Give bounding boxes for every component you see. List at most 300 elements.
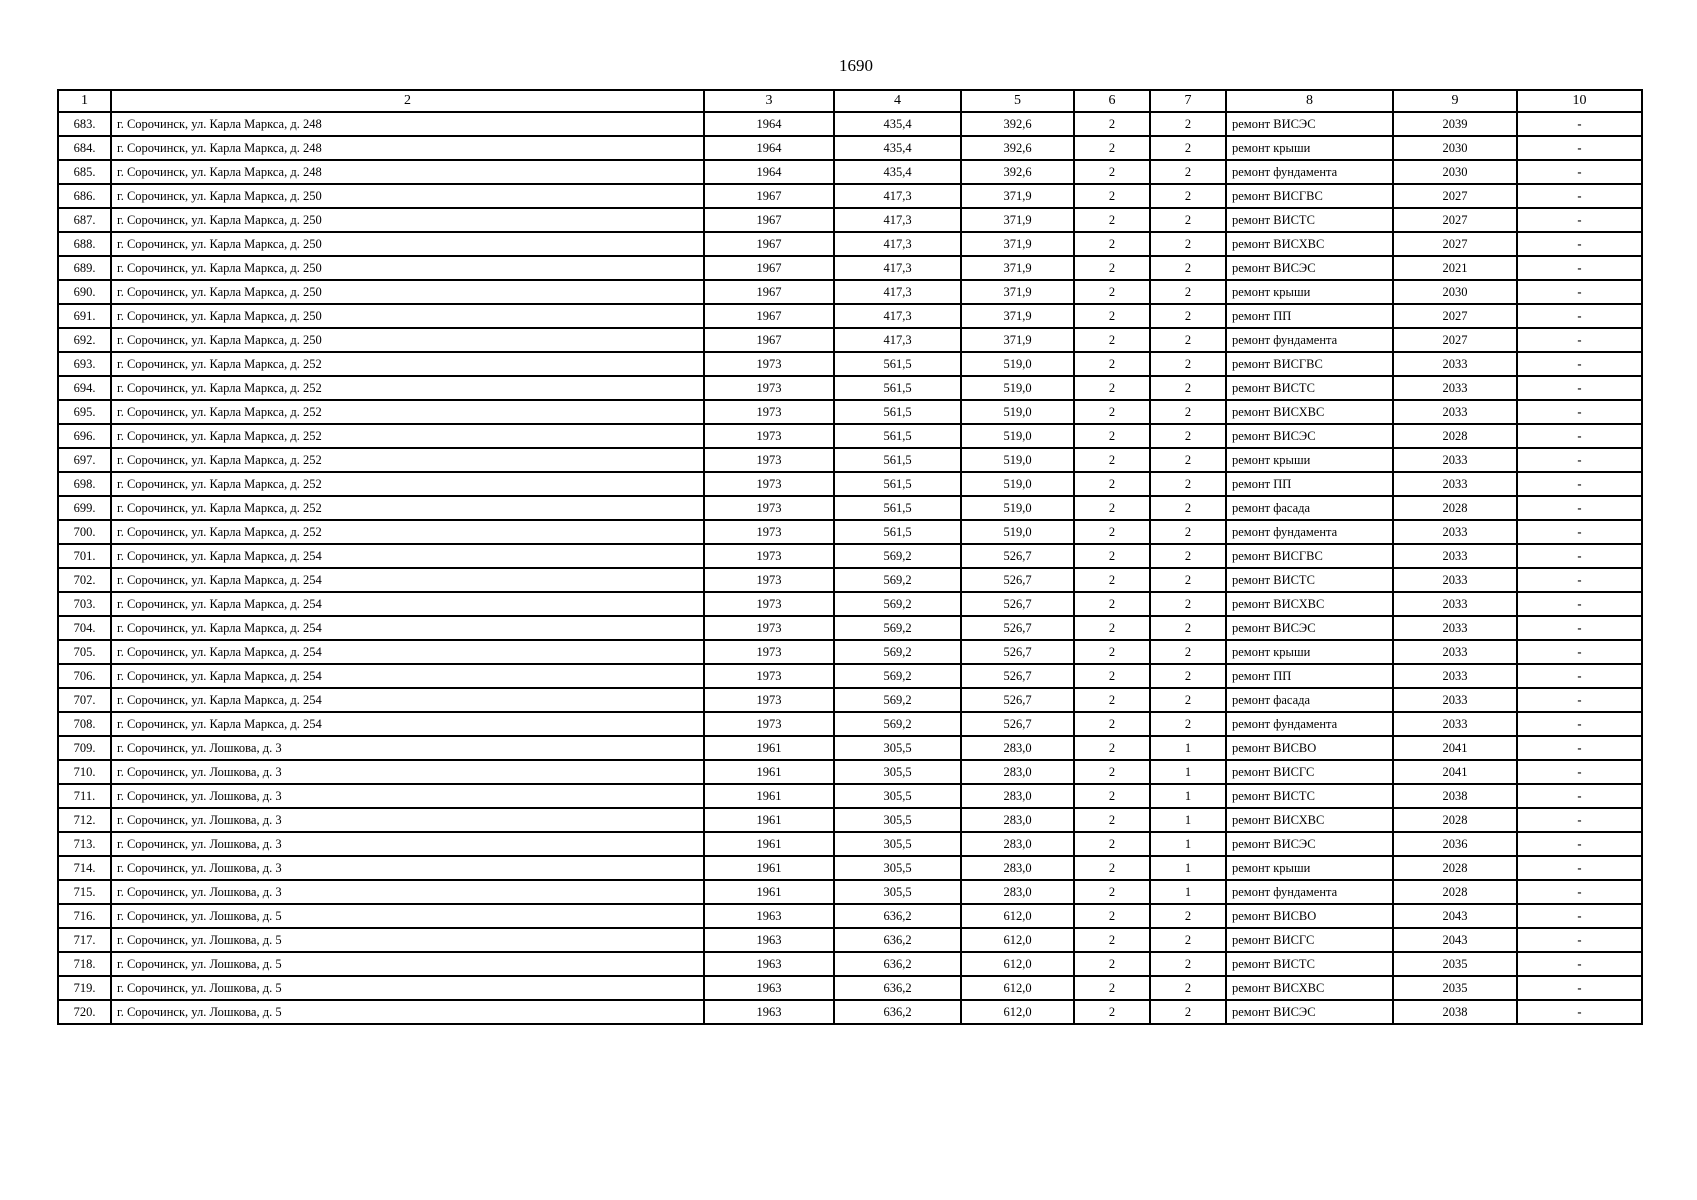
cell-planned-year: 2033	[1393, 400, 1517, 424]
cell-cost: -	[1517, 856, 1642, 880]
table-row	[58, 592, 1642, 616]
cell-work-type: ремонт фундамента	[1226, 328, 1393, 352]
cell-entrances: 1	[1150, 784, 1226, 808]
cell-cost: -	[1517, 880, 1642, 904]
cell-entrances: 2	[1150, 424, 1226, 448]
table-row	[58, 448, 1642, 472]
cell-address: г. Сорочинск, ул. Лошкова, д. 3	[111, 832, 704, 856]
cell-entrances: 2	[1150, 520, 1226, 544]
cell-row-number: 687.	[58, 208, 111, 232]
cell-year-built: 1973	[704, 520, 834, 544]
cell-cost: -	[1517, 976, 1642, 1000]
cell-living-area: 283,0	[961, 880, 1074, 904]
cell-address: г. Сорочинск, ул. Карла Маркса, д. 252	[111, 520, 704, 544]
cell-planned-year: 2030	[1393, 160, 1517, 184]
cell-living-area: 612,0	[961, 928, 1074, 952]
cell-row-number: 684.	[58, 136, 111, 160]
cell-floors: 2	[1074, 280, 1150, 304]
cell-floors: 2	[1074, 736, 1150, 760]
cell-living-area: 526,7	[961, 616, 1074, 640]
cell-cost: -	[1517, 160, 1642, 184]
cell-cost: -	[1517, 736, 1642, 760]
cell-address: г. Сорочинск, ул. Карла Маркса, д. 248	[111, 112, 704, 136]
cell-work-type: ремонт ВИСЭС	[1226, 424, 1393, 448]
table-header-row	[58, 90, 1642, 112]
cell-cost: -	[1517, 952, 1642, 976]
cell-total-area: 636,2	[834, 928, 961, 952]
cell-year-built: 1973	[704, 616, 834, 640]
cell-floors: 2	[1074, 112, 1150, 136]
cell-entrances: 2	[1150, 688, 1226, 712]
cell-total-area: 569,2	[834, 616, 961, 640]
cell-row-number: 719.	[58, 976, 111, 1000]
cell-work-type: ремонт крыши	[1226, 448, 1393, 472]
cell-total-area: 569,2	[834, 664, 961, 688]
cell-planned-year: 2027	[1393, 208, 1517, 232]
cell-year-built: 1967	[704, 280, 834, 304]
cell-planned-year: 2027	[1393, 232, 1517, 256]
cell-row-number: 709.	[58, 736, 111, 760]
table-row	[58, 760, 1642, 784]
cell-total-area: 561,5	[834, 424, 961, 448]
cell-planned-year: 2035	[1393, 952, 1517, 976]
cell-planned-year: 2033	[1393, 568, 1517, 592]
cell-year-built: 1961	[704, 784, 834, 808]
cell-cost: -	[1517, 376, 1642, 400]
cell-row-number: 696.	[58, 424, 111, 448]
cell-planned-year: 2027	[1393, 304, 1517, 328]
cell-total-area: 569,2	[834, 688, 961, 712]
cell-living-area: 392,6	[961, 160, 1074, 184]
cell-floors: 2	[1074, 976, 1150, 1000]
cell-cost: -	[1517, 520, 1642, 544]
cell-floors: 2	[1074, 952, 1150, 976]
cell-planned-year: 2028	[1393, 880, 1517, 904]
cell-planned-year: 2033	[1393, 472, 1517, 496]
cell-year-built: 1967	[704, 232, 834, 256]
cell-living-area: 371,9	[961, 328, 1074, 352]
cell-row-number: 697.	[58, 448, 111, 472]
cell-floors: 2	[1074, 688, 1150, 712]
cell-living-area: 371,9	[961, 184, 1074, 208]
cell-year-built: 1973	[704, 688, 834, 712]
cell-total-area: 569,2	[834, 712, 961, 736]
cell-planned-year: 2027	[1393, 184, 1517, 208]
cell-cost: -	[1517, 496, 1642, 520]
cell-work-type: ремонт крыши	[1226, 640, 1393, 664]
cell-living-area: 612,0	[961, 1000, 1074, 1024]
cell-address: г. Сорочинск, ул. Карла Маркса, д. 250	[111, 184, 704, 208]
cell-address: г. Сорочинск, ул. Карла Маркса, д. 254	[111, 640, 704, 664]
cell-address: г. Сорочинск, ул. Карла Маркса, д. 252	[111, 376, 704, 400]
cell-living-area: 519,0	[961, 352, 1074, 376]
cell-work-type: ремонт ВИСВО	[1226, 736, 1393, 760]
cell-year-built: 1973	[704, 664, 834, 688]
cell-cost: -	[1517, 424, 1642, 448]
cell-cost: -	[1517, 712, 1642, 736]
cell-planned-year: 2038	[1393, 1000, 1517, 1024]
cell-row-number: 703.	[58, 592, 111, 616]
cell-work-type: ремонт ПП	[1226, 304, 1393, 328]
cell-year-built: 1963	[704, 1000, 834, 1024]
cell-total-area: 569,2	[834, 544, 961, 568]
cell-work-type: ремонт ВИСГВС	[1226, 544, 1393, 568]
cell-year-built: 1961	[704, 760, 834, 784]
cell-planned-year: 2033	[1393, 664, 1517, 688]
table-row	[58, 136, 1642, 160]
cell-entrances: 2	[1150, 208, 1226, 232]
column-header-7: 7	[1150, 90, 1226, 112]
cell-floors: 2	[1074, 904, 1150, 928]
cell-floors: 2	[1074, 664, 1150, 688]
table-row	[58, 496, 1642, 520]
cell-total-area: 417,3	[834, 328, 961, 352]
cell-row-number: 686.	[58, 184, 111, 208]
cell-work-type: ремонт крыши	[1226, 136, 1393, 160]
cell-floors: 2	[1074, 544, 1150, 568]
cell-total-area: 305,5	[834, 832, 961, 856]
cell-total-area: 305,5	[834, 856, 961, 880]
cell-living-area: 283,0	[961, 760, 1074, 784]
cell-entrances: 2	[1150, 232, 1226, 256]
cell-planned-year: 2033	[1393, 688, 1517, 712]
cell-living-area: 526,7	[961, 688, 1074, 712]
cell-planned-year: 2041	[1393, 760, 1517, 784]
table-row	[58, 280, 1642, 304]
table-row	[58, 784, 1642, 808]
cell-living-area: 283,0	[961, 784, 1074, 808]
cell-total-area: 561,5	[834, 496, 961, 520]
cell-total-area: 636,2	[834, 976, 961, 1000]
cell-address: г. Сорочинск, ул. Карла Маркса, д. 250	[111, 208, 704, 232]
cell-row-number: 720.	[58, 1000, 111, 1024]
cell-cost: -	[1517, 256, 1642, 280]
cell-living-area: 283,0	[961, 736, 1074, 760]
cell-work-type: ремонт ВИСГС	[1226, 760, 1393, 784]
cell-cost: -	[1517, 568, 1642, 592]
cell-living-area: 371,9	[961, 256, 1074, 280]
cell-planned-year: 2033	[1393, 592, 1517, 616]
cell-cost: -	[1517, 832, 1642, 856]
cell-address: г. Сорочинск, ул. Карла Маркса, д. 254	[111, 688, 704, 712]
table-row	[58, 640, 1642, 664]
cell-year-built: 1973	[704, 376, 834, 400]
cell-address: г. Сорочинск, ул. Карла Маркса, д. 248	[111, 136, 704, 160]
cell-cost: -	[1517, 928, 1642, 952]
cell-floors: 2	[1074, 616, 1150, 640]
cell-entrances: 2	[1150, 256, 1226, 280]
cell-year-built: 1964	[704, 112, 834, 136]
cell-floors: 2	[1074, 424, 1150, 448]
cell-row-number: 717.	[58, 928, 111, 952]
cell-year-built: 1961	[704, 832, 834, 856]
cell-work-type: ремонт крыши	[1226, 280, 1393, 304]
cell-work-type: ремонт ВИСВО	[1226, 904, 1393, 928]
cell-year-built: 1973	[704, 352, 834, 376]
cell-cost: -	[1517, 904, 1642, 928]
cell-work-type: ремонт ВИСТС	[1226, 568, 1393, 592]
cell-year-built: 1967	[704, 304, 834, 328]
cell-year-built: 1973	[704, 712, 834, 736]
cell-living-area: 392,6	[961, 136, 1074, 160]
cell-living-area: 519,0	[961, 376, 1074, 400]
cell-row-number: 701.	[58, 544, 111, 568]
table-row	[58, 328, 1642, 352]
cell-entrances: 2	[1150, 568, 1226, 592]
cell-planned-year: 2039	[1393, 112, 1517, 136]
cell-work-type: ремонт ВИСЭС	[1226, 112, 1393, 136]
cell-living-area: 371,9	[961, 280, 1074, 304]
cell-work-type: ремонт ВИСТС	[1226, 952, 1393, 976]
cell-year-built: 1964	[704, 160, 834, 184]
table-row	[58, 976, 1642, 1000]
cell-address: г. Сорочинск, ул. Лошкова, д. 3	[111, 856, 704, 880]
cell-address: г. Сорочинск, ул. Карла Маркса, д. 254	[111, 616, 704, 640]
column-header-5: 5	[961, 90, 1074, 112]
cell-work-type: ремонт фундамента	[1226, 712, 1393, 736]
cell-cost: -	[1517, 472, 1642, 496]
cell-planned-year: 2033	[1393, 544, 1517, 568]
column-header-4: 4	[834, 90, 961, 112]
table-row	[58, 736, 1642, 760]
column-header-2: 2	[111, 90, 704, 112]
cell-entrances: 1	[1150, 808, 1226, 832]
table-row	[58, 160, 1642, 184]
cell-work-type: ремонт фасада	[1226, 688, 1393, 712]
cell-planned-year: 2035	[1393, 976, 1517, 1000]
table-row	[58, 808, 1642, 832]
cell-address: г. Сорочинск, ул. Лошкова, д. 5	[111, 1000, 704, 1024]
cell-floors: 2	[1074, 232, 1150, 256]
cell-total-area: 435,4	[834, 136, 961, 160]
cell-cost: -	[1517, 328, 1642, 352]
cell-entrances: 2	[1150, 664, 1226, 688]
cell-planned-year: 2028	[1393, 424, 1517, 448]
cell-year-built: 1961	[704, 880, 834, 904]
cell-work-type: ремонт ВИСЭС	[1226, 256, 1393, 280]
cell-address: г. Сорочинск, ул. Карла Маркса, д. 252	[111, 448, 704, 472]
cell-row-number: 711.	[58, 784, 111, 808]
table-row	[58, 880, 1642, 904]
cell-address: г. Сорочинск, ул. Карла Маркса, д. 254	[111, 544, 704, 568]
page-number: 1690	[839, 56, 873, 75]
cell-entrances: 2	[1150, 928, 1226, 952]
table-row	[58, 1000, 1642, 1024]
cell-entrances: 2	[1150, 448, 1226, 472]
cell-planned-year: 2021	[1393, 256, 1517, 280]
cell-year-built: 1961	[704, 736, 834, 760]
cell-planned-year: 2033	[1393, 376, 1517, 400]
cell-entrances: 2	[1150, 136, 1226, 160]
cell-total-area: 561,5	[834, 400, 961, 424]
cell-address: г. Сорочинск, ул. Карла Маркса, д. 252	[111, 424, 704, 448]
cell-row-number: 690.	[58, 280, 111, 304]
cell-address: г. Сорочинск, ул. Карла Маркса, д. 252	[111, 472, 704, 496]
cell-floors: 2	[1074, 784, 1150, 808]
table-row	[58, 832, 1642, 856]
cell-year-built: 1973	[704, 544, 834, 568]
cell-year-built: 1967	[704, 256, 834, 280]
cell-work-type: ремонт ВИСХВС	[1226, 400, 1393, 424]
cell-living-area: 526,7	[961, 640, 1074, 664]
cell-planned-year: 2027	[1393, 328, 1517, 352]
cell-cost: -	[1517, 136, 1642, 160]
cell-work-type: ремонт ВИСЭС	[1226, 832, 1393, 856]
cell-work-type: ремонт ВИСТС	[1226, 376, 1393, 400]
cell-address: г. Сорочинск, ул. Карла Маркса, д. 248	[111, 160, 704, 184]
cell-row-number: 706.	[58, 664, 111, 688]
cell-living-area: 612,0	[961, 952, 1074, 976]
cell-address: г. Сорочинск, ул. Лошкова, д. 5	[111, 976, 704, 1000]
cell-total-area: 305,5	[834, 808, 961, 832]
cell-row-number: 707.	[58, 688, 111, 712]
cell-cost: -	[1517, 1000, 1642, 1024]
cell-row-number: 691.	[58, 304, 111, 328]
table-row	[58, 112, 1642, 136]
cell-entrances: 2	[1150, 472, 1226, 496]
cell-address: г. Сорочинск, ул. Карла Маркса, д. 250	[111, 232, 704, 256]
cell-year-built: 1973	[704, 448, 834, 472]
cell-living-area: 519,0	[961, 400, 1074, 424]
cell-year-built: 1963	[704, 904, 834, 928]
cell-total-area: 561,5	[834, 352, 961, 376]
cell-address: г. Сорочинск, ул. Карла Маркса, д. 254	[111, 592, 704, 616]
cell-total-area: 435,4	[834, 160, 961, 184]
table-row	[58, 568, 1642, 592]
cell-entrances: 2	[1150, 640, 1226, 664]
cell-total-area: 561,5	[834, 520, 961, 544]
cell-total-area: 305,5	[834, 760, 961, 784]
cell-floors: 2	[1074, 496, 1150, 520]
cell-row-number: 688.	[58, 232, 111, 256]
table-row	[58, 208, 1642, 232]
cell-row-number: 699.	[58, 496, 111, 520]
cell-address: г. Сорочинск, ул. Карла Маркса, д. 250	[111, 280, 704, 304]
cell-work-type: ремонт ВИСТС	[1226, 784, 1393, 808]
cell-row-number: 713.	[58, 832, 111, 856]
column-header-3: 3	[704, 90, 834, 112]
table-row	[58, 232, 1642, 256]
cell-work-type: ремонт ВИСХВС	[1226, 232, 1393, 256]
cell-address: г. Сорочинск, ул. Карла Маркса, д. 254	[111, 712, 704, 736]
cell-address: г. Сорочинск, ул. Лошкова, д. 5	[111, 952, 704, 976]
cell-living-area: 519,0	[961, 472, 1074, 496]
cell-floors: 2	[1074, 520, 1150, 544]
cell-row-number: 710.	[58, 760, 111, 784]
cell-address: г. Сорочинск, ул. Карла Маркса, д. 250	[111, 328, 704, 352]
cell-total-area: 636,2	[834, 952, 961, 976]
cell-address: г. Сорочинск, ул. Карла Маркса, д. 252	[111, 400, 704, 424]
cell-cost: -	[1517, 400, 1642, 424]
cell-row-number: 704.	[58, 616, 111, 640]
cell-floors: 2	[1074, 352, 1150, 376]
cell-cost: -	[1517, 640, 1642, 664]
table-row	[58, 664, 1642, 688]
cell-entrances: 2	[1150, 1000, 1226, 1024]
cell-work-type: ремонт ВИСЭС	[1226, 616, 1393, 640]
cell-total-area: 305,5	[834, 736, 961, 760]
cell-floors: 2	[1074, 928, 1150, 952]
cell-row-number: 695.	[58, 400, 111, 424]
cell-entrances: 1	[1150, 832, 1226, 856]
cell-living-area: 371,9	[961, 232, 1074, 256]
cell-work-type: ремонт ВИСГС	[1226, 928, 1393, 952]
cell-cost: -	[1517, 616, 1642, 640]
cell-planned-year: 2028	[1393, 496, 1517, 520]
cell-entrances: 2	[1150, 904, 1226, 928]
cell-address: г. Сорочинск, ул. Карла Маркса, д. 250	[111, 304, 704, 328]
cell-address: г. Сорочинск, ул. Карла Маркса, д. 254	[111, 568, 704, 592]
column-header-8: 8	[1226, 90, 1393, 112]
cell-year-built: 1973	[704, 568, 834, 592]
cell-year-built: 1973	[704, 496, 834, 520]
cell-address: г. Сорочинск, ул. Лошкова, д. 3	[111, 736, 704, 760]
repair-schedule-table	[57, 89, 1643, 1025]
cell-planned-year: 2033	[1393, 520, 1517, 544]
cell-floors: 2	[1074, 568, 1150, 592]
cell-work-type: ремонт ВИСХВС	[1226, 592, 1393, 616]
cell-living-area: 526,7	[961, 712, 1074, 736]
cell-cost: -	[1517, 544, 1642, 568]
cell-row-number: 705.	[58, 640, 111, 664]
cell-work-type: ремонт ВИСХВС	[1226, 808, 1393, 832]
cell-year-built: 1967	[704, 328, 834, 352]
cell-floors: 2	[1074, 760, 1150, 784]
cell-work-type: ремонт фундамента	[1226, 520, 1393, 544]
cell-total-area: 569,2	[834, 568, 961, 592]
cell-total-area: 417,3	[834, 184, 961, 208]
table-row	[58, 928, 1642, 952]
cell-row-number: 716.	[58, 904, 111, 928]
cell-living-area: 612,0	[961, 976, 1074, 1000]
cell-living-area: 519,0	[961, 520, 1074, 544]
cell-cost: -	[1517, 352, 1642, 376]
cell-year-built: 1973	[704, 472, 834, 496]
cell-address: г. Сорочинск, ул. Лошкова, д. 3	[111, 784, 704, 808]
cell-row-number: 683.	[58, 112, 111, 136]
cell-address: г. Сорочинск, ул. Лошкова, д. 3	[111, 808, 704, 832]
cell-floors: 2	[1074, 712, 1150, 736]
table-row	[58, 304, 1642, 328]
cell-row-number: 692.	[58, 328, 111, 352]
cell-entrances: 2	[1150, 184, 1226, 208]
cell-total-area: 561,5	[834, 448, 961, 472]
cell-total-area: 417,3	[834, 256, 961, 280]
cell-address: г. Сорочинск, ул. Лошкова, д. 5	[111, 928, 704, 952]
cell-work-type: ремонт ВИСГВС	[1226, 352, 1393, 376]
cell-work-type: ремонт ПП	[1226, 472, 1393, 496]
table-row	[58, 520, 1642, 544]
cell-row-number: 718.	[58, 952, 111, 976]
cell-entrances: 2	[1150, 712, 1226, 736]
cell-floors: 2	[1074, 448, 1150, 472]
column-header-6: 6	[1074, 90, 1150, 112]
table-row	[58, 904, 1642, 928]
cell-total-area: 305,5	[834, 784, 961, 808]
cell-entrances: 2	[1150, 952, 1226, 976]
cell-living-area: 371,9	[961, 304, 1074, 328]
cell-planned-year: 2028	[1393, 856, 1517, 880]
cell-total-area: 417,3	[834, 232, 961, 256]
table-row	[58, 424, 1642, 448]
cell-living-area: 526,7	[961, 568, 1074, 592]
cell-living-area: 283,0	[961, 808, 1074, 832]
cell-floors: 2	[1074, 184, 1150, 208]
cell-cost: -	[1517, 664, 1642, 688]
cell-cost: -	[1517, 784, 1642, 808]
cell-entrances: 2	[1150, 112, 1226, 136]
cell-row-number: 693.	[58, 352, 111, 376]
